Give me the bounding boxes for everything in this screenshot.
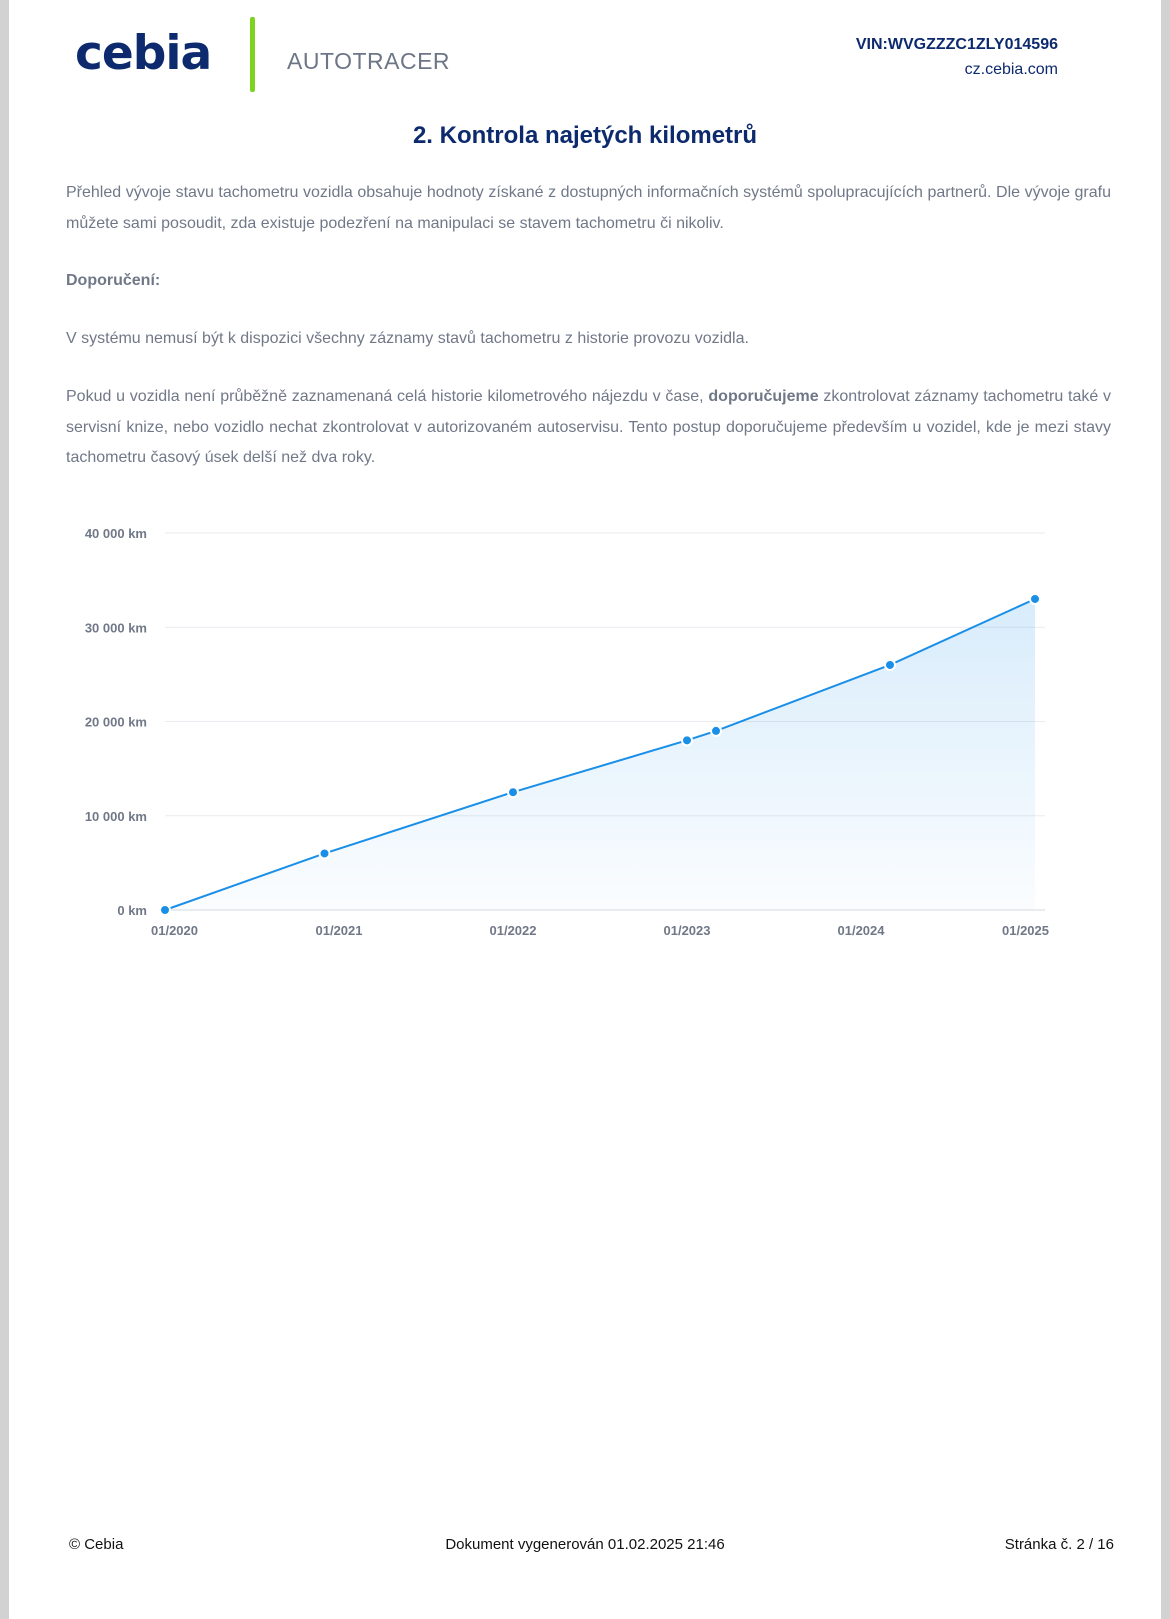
data-point: [1030, 594, 1040, 604]
x-tick-label: 01/2021: [315, 923, 363, 938]
x-tick-label: 01/2025: [1002, 923, 1049, 938]
x-tick-label: 01/2023: [663, 923, 711, 938]
footer-generated: Dokument vygenerován 01.02.2025 21:46: [445, 1536, 725, 1553]
data-point: [320, 848, 330, 858]
recommendation-label: Doporučení:: [66, 272, 161, 289]
x-tick-label: 01/2024: [837, 923, 885, 938]
y-tick-label: 40 000 km: [84, 526, 147, 541]
product-name: AUTOTRACER: [287, 48, 451, 74]
y-tick-label: 0 km: [117, 903, 147, 918]
vin-number: VIN:WVGZZZC1ZLY014596: [855, 36, 1058, 53]
y-tick-label: 10 000 km: [84, 808, 147, 824]
data-point: [508, 787, 518, 797]
cebia-logo: cebia: [75, 26, 212, 81]
x-tick-label: 01/2020: [151, 923, 198, 938]
data-point: [885, 660, 895, 670]
advice-paragraph: [66, 382, 1111, 474]
y-tick-label: 20 000 km: [84, 714, 147, 730]
logo-divider: [250, 17, 255, 92]
advice-text-end: zkontrolovat záznamy tachometru také v servisní knize, nebo vozidlo nechat zkontrolovat v autorizovaném autoservisu. Tento postup doporučujeme především u vozidel, kde je mezi stavy tachometru časový úsek delší než dva roky.: [66, 388, 1112, 466]
x-tick-label: 01/2022: [489, 923, 537, 938]
data-point: [160, 905, 170, 915]
intro-paragraph: Přehled vývoje stavu tachometru vozidla obsahuje hodnoty získané z dostupných informačních systémů spolupracujících partnerů. Dle vývoje grafu můžete sami posoudit, zda existuje podezření na manipulaci se stavem tachometru či nikoliv.: [66, 184, 1111, 232]
footer-copyright: © Cebia: [69, 1536, 124, 1553]
mileage-chart: [9, 500, 1161, 960]
footer-page-number: Stránka č. 2 / 16: [1004, 1536, 1114, 1553]
report-page: [9, 0, 1161, 1619]
website-link[interactable]: cz.cebia.com: [964, 61, 1058, 78]
y-tick-label: 30 000 km: [84, 620, 147, 636]
advice-emphasis: doporučujeme: [708, 388, 819, 405]
section-title: 2. Kontrola najetých kilometrů: [412, 122, 758, 149]
note-paragraph: V systému nemusí být k dispozici všechny záznamy stavů tachometru z historie provozu vozidla.: [66, 330, 749, 347]
data-point: [682, 735, 692, 745]
data-point: [711, 726, 721, 736]
advice-text-start: Pokud u vozidla není průběžně zaznamenaná celá historie kilometrového nájezdu v čase,: [66, 388, 709, 405]
